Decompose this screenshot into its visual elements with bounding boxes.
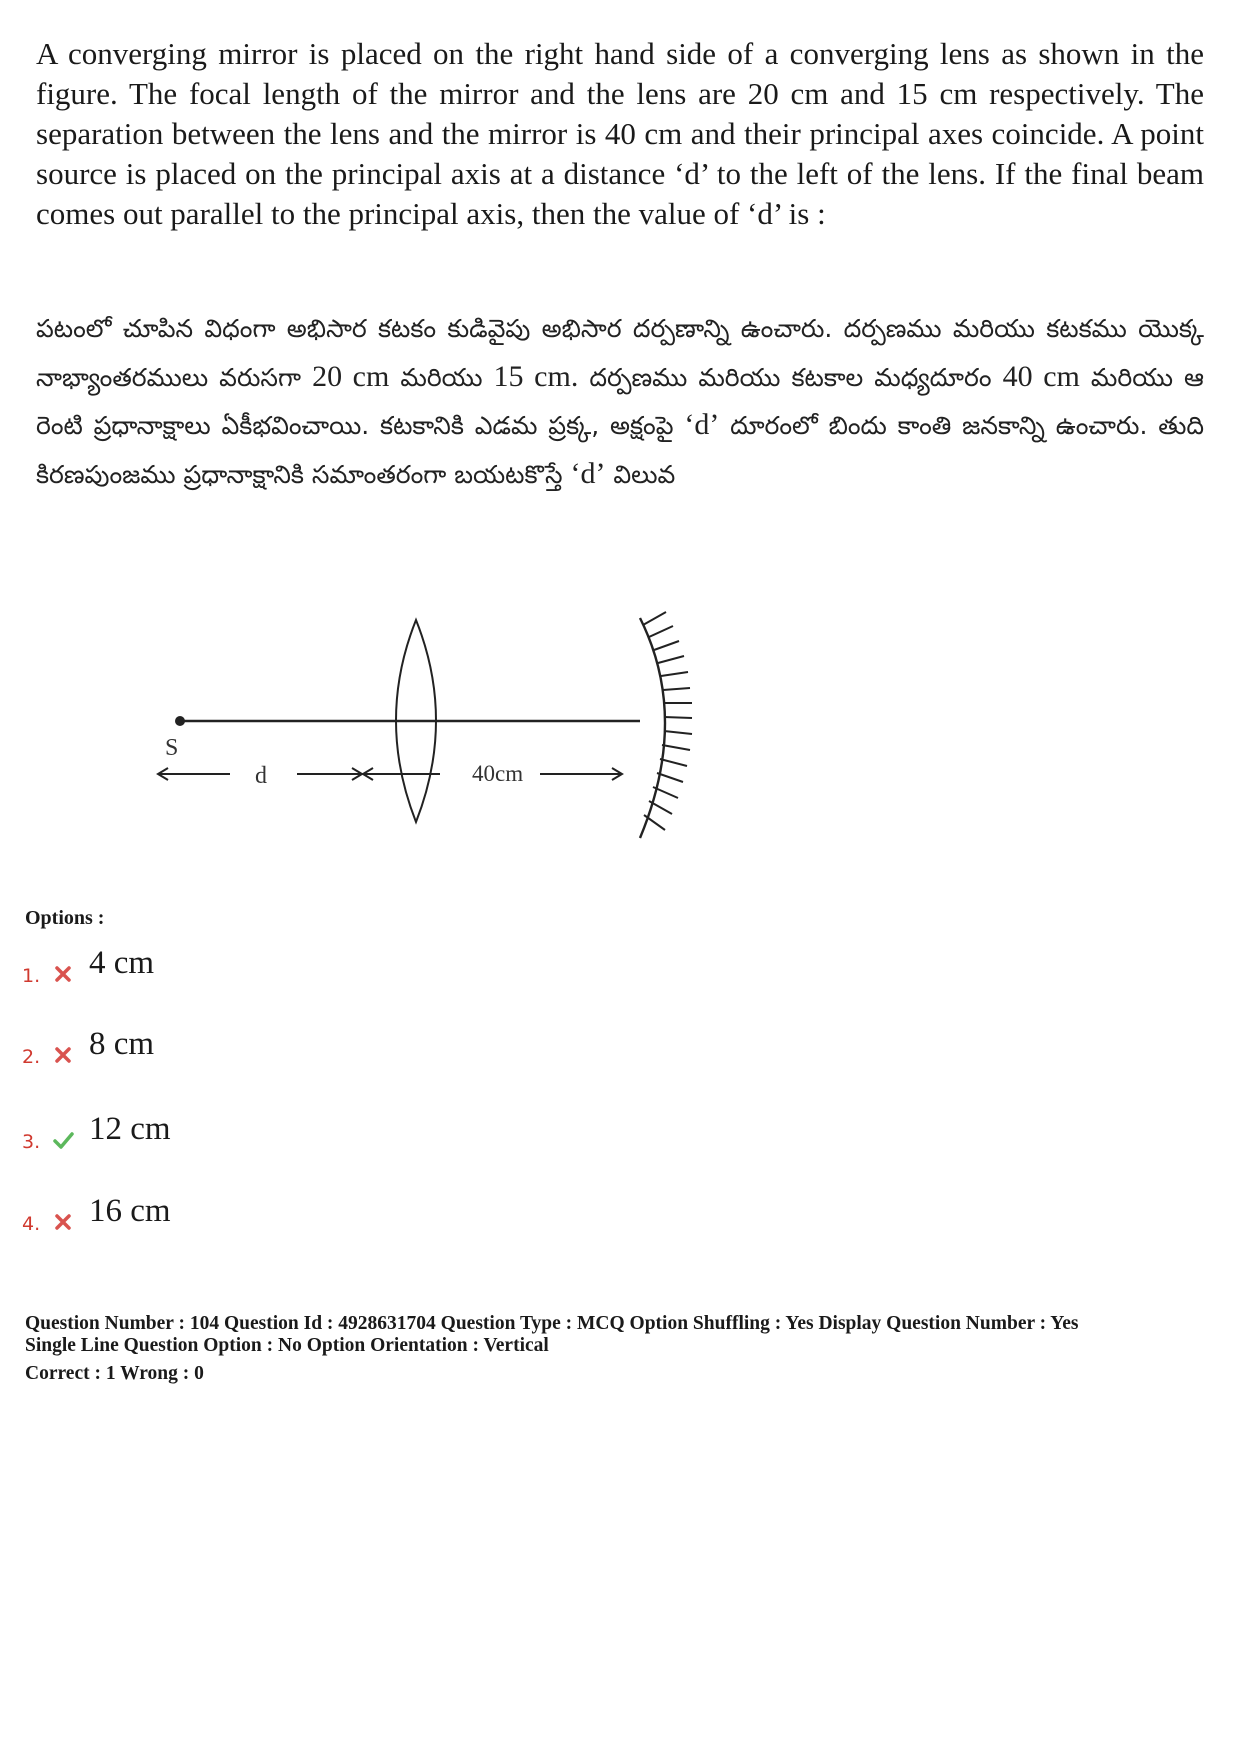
d-label: d <box>255 763 267 789</box>
option-text: 16 cm <box>89 1193 171 1229</box>
question-meta-line-3: Correct : 1 Wrong : 0 <box>25 1363 204 1384</box>
option-text: 4 cm <box>89 945 155 981</box>
telugu-part: విలువ <box>605 459 676 489</box>
telugu-part: పటంలో చూపిన విధంగా అభిసార కటకం కుడివైపు అభిసార దర్పణాన్ని ఉంచారు. దర్పణము మరియు కటకము యొక్క నాభ్యాంతరములు వరుసగా <box>36 314 1204 392</box>
telugu-value: 20 cm <box>312 359 390 393</box>
telugu-part: మరియు ఆ రెంటి ప్రధానాక్షాలు ఏకీభవించాయి. కటకానికి ఎడమ ప్రక్క, అక్షంపై <box>36 362 1205 440</box>
option-number: 2. <box>22 1046 41 1068</box>
telugu-part: దూరంలో బిందు కాంతి జనకాన్ని ఉంచారు. తుది కిరణపుంజము ప్రధానాక్షానికి సమాంతరంగా బయటకొస్తే <box>36 411 1204 489</box>
option-text: 12 cm <box>89 1111 171 1147</box>
telugu-part: దర్పణము మరియు కటకాల మధ్యదూరం <box>578 362 1003 392</box>
option-text: 8 cm <box>89 1026 155 1062</box>
check-icon <box>52 1129 74 1151</box>
concave-mirror <box>640 618 665 838</box>
option-number: 4. <box>22 1213 41 1235</box>
question-telugu <box>36 305 1204 498</box>
telugu-value: ‘d’ <box>570 456 606 490</box>
source-label: S <box>165 735 179 761</box>
options-heading: Options : <box>25 907 105 929</box>
cross-icon <box>52 963 74 985</box>
point-source <box>175 716 185 726</box>
question-english: A converging mirror is placed on the right hand side of a converging lens as shown in the figure. The focal length of the mirror and the lens are 20 cm and 15 cm respectively. The separation between the lens and the mirror is 40 cm and their principal axes coincide. A point source is placed on the principal axis at a distance ‘d’ to the left of the lens. If the final beam comes out parallel to the principal axis, then the value of ‘d’ is : <box>36 36 1204 231</box>
question-meta-line-1: Question Number : 104 Question Id : 4928631704 Question Type : MCQ Option Shuffling : Yes Display Question Number : Yes <box>25 1313 1079 1334</box>
cross-icon <box>52 1044 74 1066</box>
telugu-value: 40 cm <box>1002 359 1080 393</box>
question-meta-line-2: Single Line Question Option : No Option Orientation : Vertical <box>25 1335 549 1356</box>
telugu-value: ‘d’ <box>684 408 720 441</box>
cross-icon <box>52 1211 74 1233</box>
telugu-value: 15 cm. <box>493 359 579 393</box>
separation-label: 40cm <box>472 761 524 786</box>
lens-mirror-diagram <box>150 600 730 895</box>
option-number: 1. <box>22 965 41 987</box>
option-number: 3. <box>22 1131 41 1153</box>
telugu-part: మరియు <box>389 362 494 392</box>
